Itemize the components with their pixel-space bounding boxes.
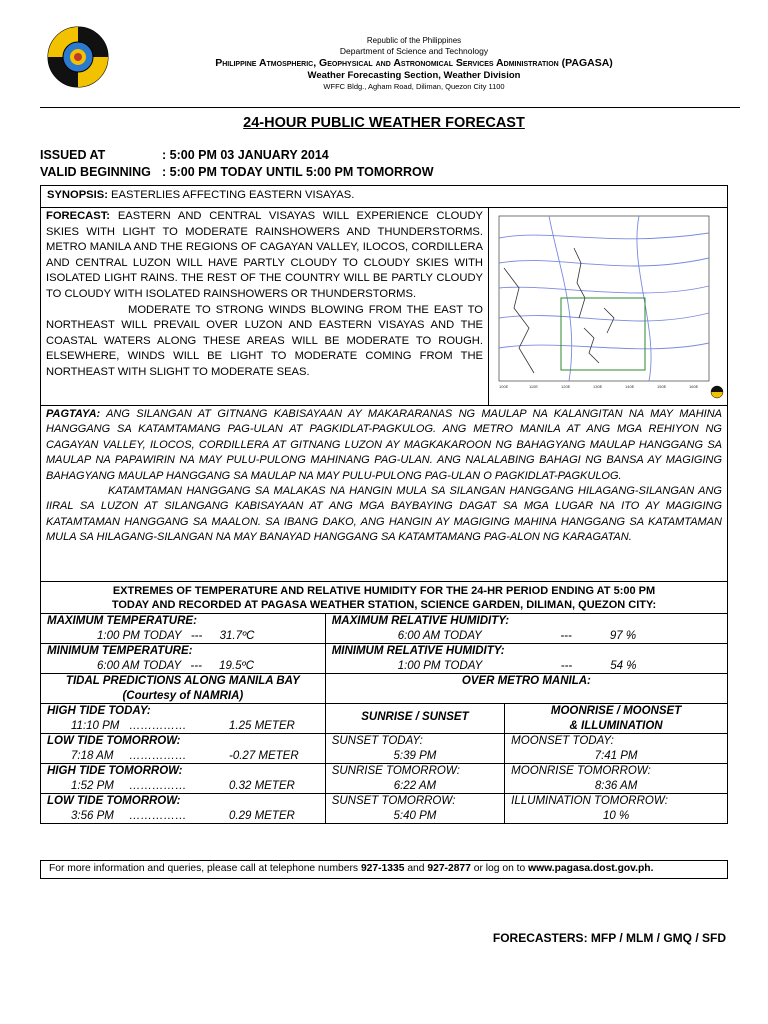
moon-header-cell <box>505 704 727 734</box>
max-rh-time: 6:00 AM TODAY <box>397 629 482 642</box>
moon-value: 10 % <box>602 809 630 822</box>
sun-label: SUNRISE TOMORROW: <box>331 765 460 777</box>
svg-text:130E: 130E <box>593 384 603 389</box>
pressure-map <box>489 208 727 405</box>
synopsis-box <box>41 186 727 208</box>
min-rh-dash: --- <box>560 659 573 672</box>
pagtaya-paragraph-2: KATAMTAMAN HANGGANG SA MALAKAS NA HANGIN MULA SA SILANGAN HANGGANG HILAGANG-SILANGAN ANG IIRAL SA LUZON AT SILANGANG KABISAYAAN AT ANG MGA BAYBAYING DAGAT SA MGA LUGAR NA ITO AY MAGIGING KATAMTAMAN HANGGANG SA MAALON. SA IBANG DAKO, ANG HANGIN AY MAGIGING MAHINA HANGGANG SA KATAMTAMAN MULA SA HILAGANG-SILANGAN NA MAY BANAYAD HANGGANG SA KATAMTAMANG PAG-ALON NG KARAGATAN. <box>46 485 722 544</box>
max-rh-dash: --- <box>560 629 572 642</box>
tide-label: HIGH TIDE TODAY: <box>47 705 151 717</box>
tide-label: LOW TIDE TOMORROW: <box>47 795 181 807</box>
min-rh-time: 1:00 PM TODAY <box>397 659 483 672</box>
sun-value: 6:22 AM <box>393 779 437 792</box>
tide-value: 0.29 METER <box>229 809 295 822</box>
valid-label: VALID BEGINNING <box>40 165 151 179</box>
pagtaya-label: PAGTAYA: <box>46 408 101 420</box>
max-rh-label: MAXIMUM RELATIVE HUMIDITY: <box>331 615 510 627</box>
phone-number-1: 927-1335 <box>360 863 405 874</box>
max-temp-time: 1:00 PM TODAY <box>97 629 182 642</box>
synopsis-text: EASTERLIES AFFECTING EASTERN VISAYAS. <box>107 189 355 201</box>
sun-header: SUNRISE / SUNSET <box>361 711 469 723</box>
extremes-heading-line-2: TODAY AND RECORDED AT PAGASA WEATHER STATION, SCIENCE GARDEN, DILIMAN, QUEZON CITY: <box>111 599 657 611</box>
tide-value: 0.32 METER <box>229 779 295 792</box>
min-temp-time: 6:00 AM TODAY <box>97 659 182 672</box>
tide-dots: …………… <box>129 719 187 732</box>
tide-time: 11:10 PM <box>71 719 120 732</box>
tide-label: HIGH TIDE TOMORROW: <box>47 765 183 777</box>
moon-value: 7:41 PM <box>594 749 638 762</box>
forecast-label: FORECAST: <box>46 210 111 222</box>
tide-value: -0.27 METER <box>229 749 299 762</box>
moon-cell-2 <box>505 764 727 794</box>
website-link[interactable]: www.pagasa.dost.gov.ph. <box>528 863 654 874</box>
forecast-paragraph-2: MODERATE TO STRONG WINDS BLOWING FROM THE EAST TO NORTHEAST WILL PREVAIL OVER LUZON AND EASTERN VISAYAS AND THE COASTAL WATERS ALONG THESE AREAS WILL BE MODERATE TO ROUGH. ELSEWHERE, WINDS WILL BE LIGHT TO MODERATE COMING FROM THE NORTHEAST WITH SLIGHT TO MODERATE SEAS. <box>46 303 483 378</box>
min-rh-value: 54 % <box>610 659 637 672</box>
min-temp-cell <box>41 644 325 674</box>
header-agency: Philippine Atmospheric, Geophysical and Astronomical Services Administration (PAGASA) <box>215 56 613 69</box>
forecast-box <box>41 208 727 406</box>
svg-text:100E: 100E <box>499 384 509 389</box>
min-temp-dash: --- <box>190 659 202 672</box>
pagasa-logo-icon <box>47 26 109 88</box>
header-address: WFFC Bldg., Agham Road, Diliman, Quezon City 1100 <box>323 81 505 91</box>
tide-row-1 <box>41 734 325 764</box>
sun-value: 5:39 PM <box>393 749 437 762</box>
sun-cell-2 <box>325 764 504 794</box>
max-temp-dash: --- <box>190 629 203 642</box>
sun-label: SUNSET TOMORROW: <box>331 795 456 807</box>
svg-text:140E: 140E <box>625 384 635 389</box>
header-section: Weather Forecasting Section, Weather Division <box>307 69 521 81</box>
sun-cell-3 <box>325 794 504 824</box>
sun-value: 5:40 PM <box>393 809 437 822</box>
tide-row-2 <box>41 764 325 794</box>
pagtaya-paragraph-1: ANG SILANGAN AT GITNANG KABISAYAAN AY MAKARARANAS NG MAULAP NA KALANGITAN NA MAY MAHINA HANGGANG SA KATAMTAMANG PAG-ULAN AT PAGKIDLAT-PAGKULOG. ANG METRO MANILA AT ANG MGA REHIYON NG CAGAYAN VALLEY, ILOCOS, CORDILLERA AT GITNANG LUZON AY MAGKAKAROON NG BAHAGYANG MAULAP HANGGANG SA MAULAP NA PAPAWIRIN NA MAY PULU-PULONG MAHINANG PAG-ULAN. ANG NALALABING BAHAGI NG BANSA AY MAGIGING BAHAGYANG MAULAP HANGGANG SA MAULAP NA MAY PULU-PULONG PAG-ULAN O PAGKIDLAT-PAGKULOG. <box>46 408 722 482</box>
letterhead <box>44 22 734 108</box>
extremes-table <box>41 614 727 823</box>
tidal-courtesy: (Courtesy of NAMRIA) <box>122 689 244 702</box>
extremes-heading-line-1: EXTREMES OF TEMPERATURE AND RELATIVE HUMIDITY FOR THE 24-HR PERIOD ENDING AT 5:00 PM <box>112 585 656 597</box>
max-temp-cell <box>41 614 325 644</box>
tide-row-0 <box>41 704 325 734</box>
max-temp-value: 31.7ºC <box>219 629 255 642</box>
svg-text:150E: 150E <box>657 384 667 389</box>
svg-text:120E: 120E <box>561 384 571 389</box>
svg-text:110E: 110E <box>529 384 539 389</box>
forecasters-signature: FORECASTERS: MFP / MLM / GMQ / SFD <box>492 931 726 945</box>
header-republic: Republic of the Philippines <box>366 36 462 45</box>
over-metro-cell <box>325 674 727 704</box>
max-rh-cell <box>325 614 727 644</box>
tide-time: 7:18 AM <box>71 749 114 762</box>
issued-value: : 5:00 PM 03 JANUARY 2014 <box>162 148 329 162</box>
phone-number-2: 927-2877 <box>427 863 471 874</box>
valid-value: : 5:00 PM TODAY UNTIL 5:00 PM TOMORROW <box>162 165 434 179</box>
extremes-heading <box>41 582 727 614</box>
tidal-title-cell <box>41 674 325 704</box>
tidal-title: TIDAL PREDICTIONS ALONG MANILA BAY <box>65 675 300 687</box>
footer-text: For more information and queries, please call at telephone numbers <box>49 863 361 874</box>
tide-dots: …………… <box>129 749 187 762</box>
tide-value: 1.25 METER <box>229 719 295 732</box>
synopsis-label: SYNOPSIS: <box>47 189 108 201</box>
issued-block <box>40 147 434 181</box>
max-rh-value: 97 % <box>609 629 637 642</box>
tide-label: LOW TIDE TOMORROW: <box>47 735 181 747</box>
over-metro-label: OVER METRO MANILA: <box>461 675 591 687</box>
pressure-chart-icon <box>489 208 727 404</box>
moon-label: MOONRISE TOMORROW: <box>511 765 651 777</box>
sun-cell-1 <box>325 734 504 764</box>
forecast-frame <box>40 185 728 824</box>
issued-label: ISSUED AT <box>40 148 106 162</box>
min-temp-label: MINIMUM TEMPERATURE: <box>47 645 193 657</box>
min-rh-label: MINIMUM RELATIVE HUMIDITY: <box>331 645 505 657</box>
pagtaya-box <box>41 406 727 582</box>
tide-row-3 <box>41 794 325 824</box>
page-title: 24-HOUR PUBLIC WEATHER FORECAST <box>243 115 525 131</box>
svg-text:160E: 160E <box>689 384 699 389</box>
tide-dots: …………… <box>129 809 187 822</box>
tide-time: 1:52 PM <box>71 779 114 792</box>
min-rh-cell <box>325 644 727 674</box>
moon-cell-3 <box>505 794 727 824</box>
min-temp-value: 19.5ºC <box>219 659 255 672</box>
contact-footer <box>40 860 728 879</box>
moon-value: 8:36 AM <box>594 779 638 792</box>
sun-header-cell <box>325 704 504 734</box>
tide-time: 3:56 PM <box>71 809 114 822</box>
sun-label: SUNSET TODAY: <box>331 735 423 747</box>
moon-label: MOONSET TODAY: <box>511 735 614 747</box>
moon-cell-1 <box>505 734 727 764</box>
moon-label: ILLUMINATION TOMORROW: <box>511 795 668 807</box>
moon-header-1: MOONRISE / MOONSET <box>550 705 682 717</box>
tide-dots: …………… <box>129 779 187 792</box>
moon-header-2: & ILLUMINATION <box>569 719 663 732</box>
max-temp-label: MAXIMUM TEMPERATURE: <box>47 615 197 627</box>
header-department: Department of Science and Technology <box>339 46 489 56</box>
footer-and: and <box>404 863 428 874</box>
footer-mid: or log on to <box>470 863 529 874</box>
forecast-paragraph-1: EASTERN AND CENTRAL VISAYAS WILL EXPERIENCE CLOUDY SKIES WITH LIGHT TO MODERATE RAINSHOWERS AND THUNDERSTORMS. METRO MANILA AND THE REGIONS OF CAGAYAN VALLEY, ILOCOS, CORDILLERA AND CENTRAL LUZON WILL HAVE PARTLY CLOUDY TO CLOUDY SKIES WITH ISOLATED LIGHT RAINS. THE REST OF THE COUNTRY WILL BE PARTLY CLOUDY TO CLOUDY WITH ISOLATED RAINSHOWERS OR THUNDERSTORMS. <box>46 210 483 300</box>
header-divider <box>40 107 740 108</box>
